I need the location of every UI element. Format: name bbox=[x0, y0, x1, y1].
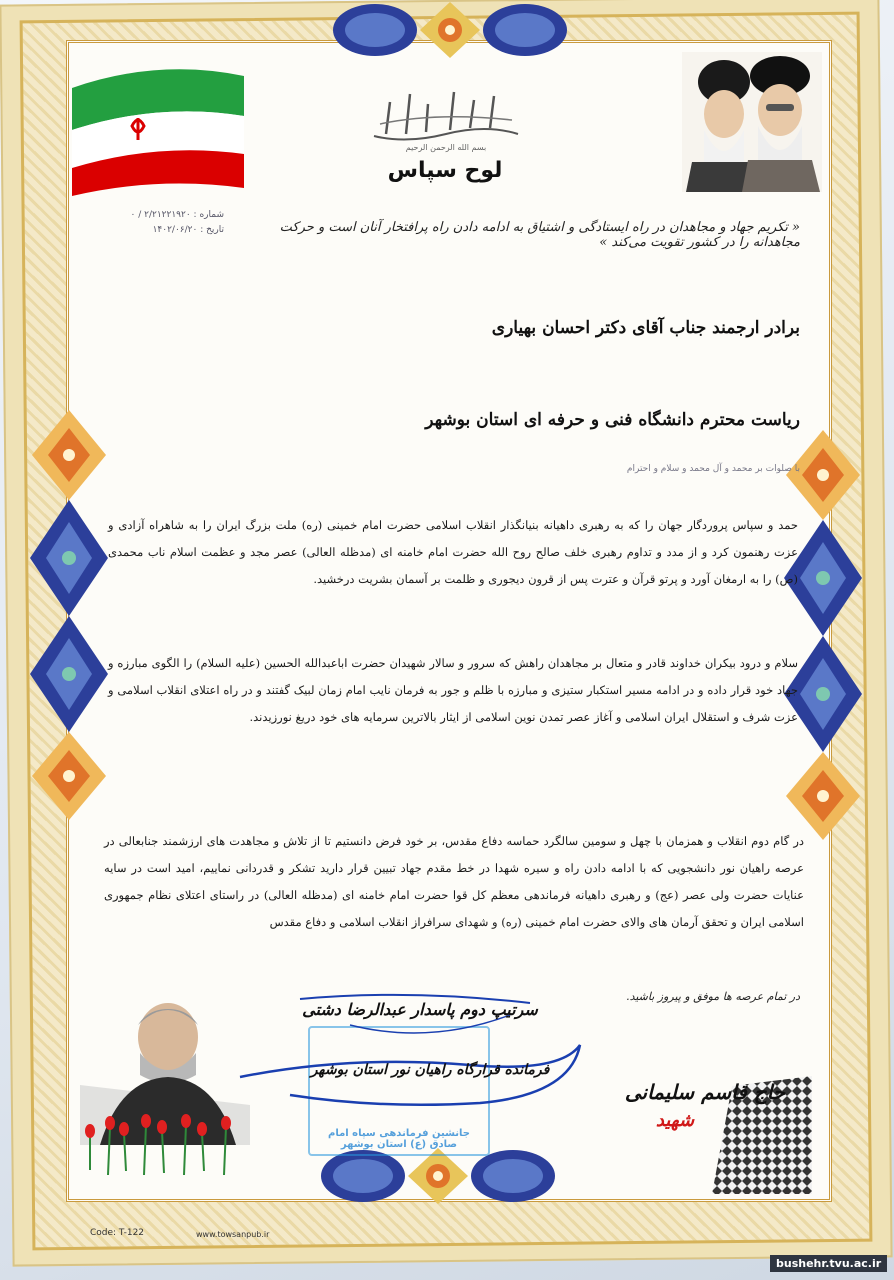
site-watermark: bushehr.tvu.ac.ir bbox=[770, 1255, 887, 1272]
soleimani-portrait-icon bbox=[80, 995, 250, 1180]
left-ornament-icon bbox=[26, 410, 112, 820]
leaders-portrait-icon bbox=[682, 52, 822, 192]
footer-url: www.towsanpub.ir bbox=[196, 1230, 270, 1239]
body-paragraph-2: سلام و درود بیکران خداوند قادر و متعال بر مجاهدان راهش که سرور و سالار شهیدان حضرت اباعبدالله الحسین (علیه السلام) را الگوی مبارزه و جهاد خود قرار داده و در ادامه مسیر استکبار ستیزی و مبارزه با ظلم و جور به فرمان نایب امام زمان لبیک گفتند و در راه اعتلای انقلاب اسلامی و عزت شرف و استقلال ایران اسلامی و آغاز عصر تمدن نوین اسلامی از ایثار بالاترین سرمایه های خود دریغ نورزیدند. bbox=[108, 656, 798, 724]
stamp-text: جانشین فرماندهی سپاه امام صادق (ع) استان بوشهر bbox=[328, 1128, 470, 1150]
bismillah-calligraphy-icon bbox=[366, 84, 526, 154]
motto-quote: « تکریم جهاد و مجاهدان در راه ایستادگی و اشتیاق به ادامه دادن راه پرافتخار آنان است و حرکت مجاهدانه را در کشور تقویت می‌کند » bbox=[279, 220, 800, 250]
iran-flag-icon bbox=[72, 58, 244, 196]
reference-number: شماره : ۲/۲۱۲۲۱۹۲۰ / ۰ bbox=[130, 210, 224, 220]
martyr-badge: شهید bbox=[655, 1110, 695, 1131]
martyr-name: حاج قاسم سلیمانی bbox=[624, 1080, 786, 1104]
body-paragraph-3: در گام دوم انقلاب و همزمان با چهل و سومین سالگرد حماسه دفاع مقدس، بر خود فرض دانستیم تا از تلاش و مجاهدت های ارزشمند جنابعالی در عرصه راهیان نور دانشجویی که با ادامه دادن راه و سیره شهدا در خط مقدم جهاد تبیین قرار دارید تشکر و قدردانی نماییم، امید است در سایه عنایات حضرت ولی عصر (عج) و رهبری داهیانه فرماندهی معظم کل قوا حضرت امام خامنه ای (مدظله العالی) در راستای اعتلای نظام جمهوری اسلامی ایران و تحقق آرمان های والای حضرت امام خمینی (ره) و شهدای سرافراز انقلاب اسلامی و دفاع مقدس bbox=[104, 834, 804, 929]
top-ornament-icon bbox=[330, 0, 570, 62]
signer-role: فرمانده قرارگاه راهیان نور استان بوشهر bbox=[310, 1062, 550, 1078]
body-paragraph-1: حمد و سپاس پروردگار جهان را که به رهبری داهیانه بنیانگذار انقلاب اسلامی حضرت امام خمینی (ره) ملت بزرگ ایران را به شاهراه آزادی و عزت رهنمون کرد و از مدد و تداوم رهبری خلف صالح روح الله حضرت امام خامنه ای (مدظله العالی) عصر مجد و عظمت اسلام ناب محمدی (ص) را به ارمغان آورد و پرتو قرآن و عترت پس از قرون دیجوری و ظلمت بر آسمان بشریت درخشید. bbox=[108, 518, 798, 586]
salutation-text: با صلوات بر محمد و آل محمد و سلام و احترام bbox=[626, 464, 800, 474]
closing-text: در تمام عرصه ها موفق و پیروز باشید. bbox=[626, 990, 800, 1003]
certificate-title: لوح سپاس bbox=[387, 158, 503, 183]
recipient-name: برادر ارجمند جناب آقای دکتر احسان بهیاری bbox=[491, 318, 800, 338]
recipient-position: ریاست محترم دانشگاه فنی و حرفه ای استان بوشهر bbox=[425, 410, 800, 430]
bismillah-text: بسم الله الرحمن الرحیم bbox=[405, 143, 487, 152]
reference-block bbox=[74, 208, 224, 238]
footer-code: Code: T-122 bbox=[90, 1228, 145, 1238]
reference-date: تاریخ : ۱۴۰۲/۰۶/۲۰ bbox=[152, 225, 224, 235]
right-ornament-icon bbox=[780, 430, 866, 840]
signer-rank-name: سرتیپ دوم پاسدار عبدالرضا دشتی bbox=[302, 1000, 538, 1019]
